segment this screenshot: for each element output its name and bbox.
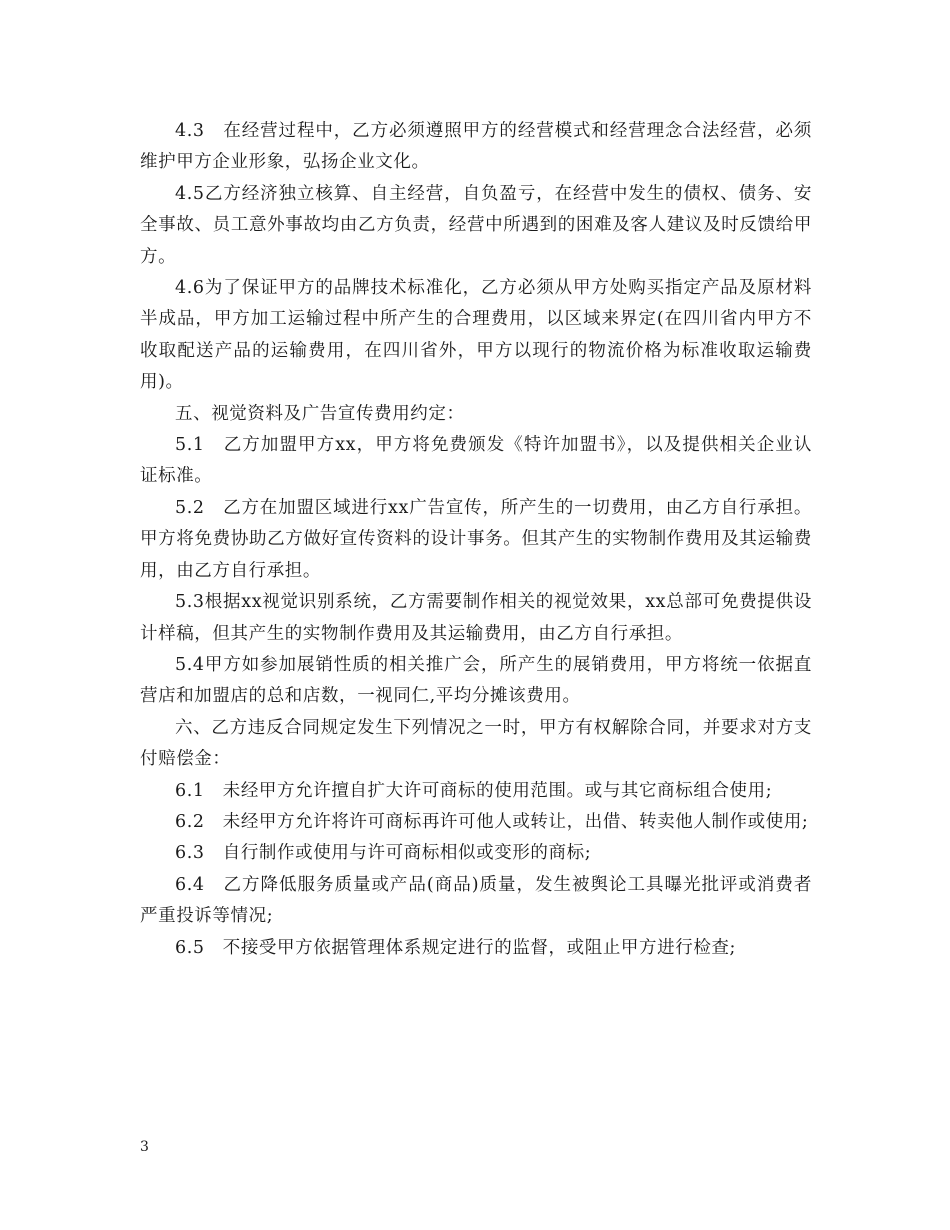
- section-heading-5: 五、视觉资料及广告宣传费用约定：: [175, 403, 465, 424]
- paragraph-6-3: 6.3 自行制作或使用与许可商标相似或变形的商标;: [175, 843, 592, 864]
- paragraph-6-4: 6.4 乙方降低服务质量或产品(商品)质量，发生被舆论工具曝光批评或消费者严重投诉等情况;: [140, 874, 812, 927]
- paragraph-6-1: 6.1 未经甲方允许擅自扩大许可商标的使用范围。或与其它商标组合使用;: [175, 780, 773, 801]
- paragraph-5-2: 5.2 乙方在加盟区域进行xx广告宣传，所产生的一切费用，由乙方自行承担。甲方将免费协助乙方做好宣传资料的设计事务。但其产生的实物制作费用及其运输费用，由乙方自行承担。: [140, 497, 812, 581]
- document-body: [140, 116, 812, 964]
- paragraph-4-3: 4.3 在经营过程中，乙方必须遵照甲方的经营模式和经营理念合法经营，必须维护甲方企业形象，弘扬企业文化。: [140, 121, 812, 173]
- paragraph-5-3: 5.3根据xx视觉识别系统，乙方需要制作相关的视觉效果，xx总部可免费提供设计样稿，但其产生的实物制作费用及其运输费用，由乙方自行承担。: [140, 592, 812, 644]
- section-heading-6: 六、乙方违反合同规定发生下列情况之一时，甲方有权解除合同，并要求对方支付赔偿金：: [140, 717, 812, 770]
- paragraph-4-5: 4.5乙方经济独立核算、自主经营，自负盈亏，在经营中发生的债权、债务、安全事故、员工意外事故均由乙方负责，经营中所遇到的困难及客人建议及时反馈给甲方。: [140, 183, 812, 267]
- paragraph-4-6: 4.6为了保证甲方的品牌技术标准化，乙方必须从甲方处购买指定产品及原材料半成品，甲方加工运输过程中所产生的合理费用，以区域来界定(在四川省内甲方不收取配送产品的运输费用，在四川省外，甲方以现行的物流价格为标准收取运输费用)。: [140, 278, 812, 393]
- paragraph-6-2: 6.2 未经甲方允许将许可商标再许可他人或转让，出借、转卖他人制作或使用;: [175, 811, 809, 832]
- page-number: 3: [140, 1139, 149, 1155]
- paragraph-5-1: 5.1 乙方加盟甲方xx，甲方将免费颁发《特许加盟书》，以及提供相关企业认证标准。: [140, 435, 812, 487]
- paragraph-6-5: 6.5 不接受甲方依据管理体系规定进行的监督，或阻止甲方进行检查;: [175, 937, 737, 958]
- paragraph-5-4: 5.4甲方如参加展销性质的相关推广会，所产生的展销费用，甲方将统一依据直营店和加盟店的总和店数，一视同仁,平均分摊该费用。: [140, 654, 812, 707]
